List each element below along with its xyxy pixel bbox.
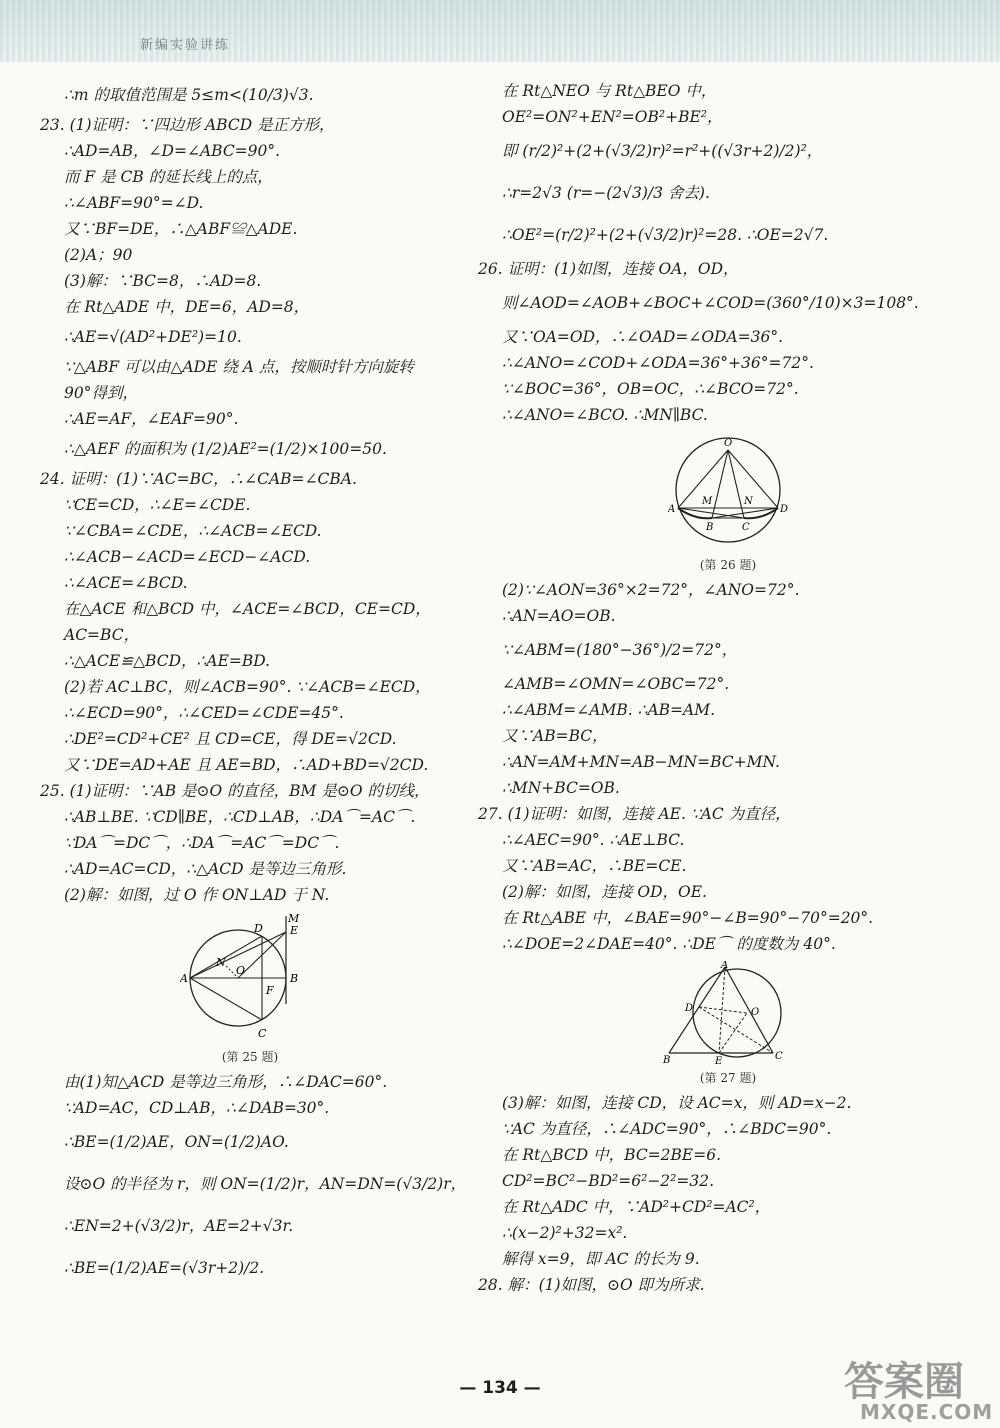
left_lines_2-line: 由(1)知△ACD 是等边三角形，∴∠DAC=60°. (64, 1073, 388, 1091)
left_lines-line: (2)解：如图，过 O 作 ON⊥AD 于 N. (64, 886, 330, 904)
left_lines-line: ∴AD=AC=CD，∴△ACD 是等边三角形. (64, 860, 347, 878)
left_lines_2-line: ∵AD=AC，CD⊥AB，∴∠DAB=30°. (64, 1099, 330, 1117)
label-c: C (742, 522, 750, 533)
right_lines_2-line: ∵∠ABM=(180°−36°)/2=72°， (502, 641, 738, 659)
left_lines-line: (2)若 AC⊥BC，则∠ACB=90°. ∵∠ACB=∠ECD， (64, 678, 431, 696)
left_lines_2-line: ∴EN=2+(√3/2)r，AE=2+√3r. (64, 1217, 294, 1235)
right_lines-line: ∴r=2√3 (r=−(2√3)/3 舍去). (502, 184, 710, 202)
figure-25-caption: (第 25 题) (221, 1050, 279, 1064)
left_lines-line: ∵DA⌒=DC⌒，∴DA⌒=AC⌒=DC⌒. (64, 834, 340, 852)
right_lines-line: OE²=ON²+EN²=OB²+BE²， (502, 108, 723, 126)
left_lines-line: 在△ACE 和△BCD 中，∠ACE=∠BCD，CE=CD， (64, 600, 431, 618)
watermark-url: MXQE.COM (860, 1400, 994, 1424)
right_lines_2-line: 又∵AB=BC， (502, 727, 608, 745)
label-e: E (290, 924, 299, 937)
right_lines-line: 在 Rt△NEO 与 Rt△BEO 中， (502, 82, 717, 100)
label-b: B (706, 522, 714, 533)
left_lines-line: ∴∠ECD=90°，∴∠CED=∠CDE=45°. (64, 704, 344, 722)
left_lines-line: ∵△ABF 可以由△ADE 绕 A 点，按顺时针方向旋转 (64, 358, 414, 376)
left_lines_2-line: ∴BE=(1/2)AE=(√3r+2)/2. (64, 1259, 265, 1277)
left_lines-line: ∴AE=√(AD²+DE²)=10. (64, 328, 242, 346)
right-text-block-2 (478, 577, 978, 957)
right_lines-line: 即 (r/2)²+(2+(√3/2)r)²=r²+((√3r+2)/2)²， (502, 142, 823, 160)
left_lines-line: 23. (1)证明：∵四边形 ABCD 是正方形， (40, 116, 335, 134)
label-b: B (663, 1055, 671, 1065)
left_lines-line: 又∵BF=DE，∴△ABF≌△ADE. (64, 220, 298, 238)
label-a: A (180, 972, 188, 985)
label-c: C (775, 1051, 783, 1062)
right_lines_2-line: ∠AMB=∠OMN=∠OBC=72°. (502, 675, 730, 693)
left_lines-line: ∴∠ACB−∠ACD=∠ECD−∠ACD. (64, 548, 311, 566)
right_lines_3-line: (3)解：如图，连接 CD，设 AC=x，则 AD=x−2. (502, 1094, 852, 1112)
left_lines-line: ∴m 的取值范围是 5≤m<(10/3)√3. (64, 86, 314, 104)
figure-26-caption: (第 26 题) (699, 558, 757, 572)
label-e: E (715, 1056, 723, 1065)
left_lines-line: ∵CE=CD，∴∠E=∠CDE. (64, 496, 251, 514)
label-a: A (668, 504, 676, 515)
left_lines-line: 又∵DE=AD+AE 且 AE=BD，∴AD+BD=√2CD. (64, 756, 429, 774)
left_lines-line: 而 F 是 CB 的延长线上的点， (64, 168, 273, 186)
right_lines-line: ∵∠BOC=36°，OB=OC，∴∠BCO=72°. (502, 380, 799, 398)
right_lines_2-line: 在 Rt△ABE 中，∠BAE=90°−∠B=90°−70°=20°. (502, 909, 874, 927)
right_lines_2-line: (2)解：如图，连接 OD，OE. (502, 883, 707, 901)
right_lines-line: ∴∠ANO=∠COD+∠ODA=36°+36°=72°. (502, 354, 814, 372)
label-m: M (288, 912, 300, 925)
left_lines-line: 90°得到， (64, 384, 138, 402)
left_lines-line: ∴AB⊥BE. ∵CD∥BE，∴CD⊥AB，∴DA⌒=AC⌒. (64, 808, 416, 826)
right-text-block-1 (478, 78, 978, 428)
label-a: A (721, 961, 729, 971)
left_lines-line: (3)解：∵BC=8，∴AD=8. (64, 272, 262, 290)
left_lines-line: ∴AD=AB，∠D=∠ABC=90°. (64, 142, 281, 160)
right_lines_3-line: 在 Rt△BCD 中，BC=2BE=6. (502, 1146, 722, 1164)
left_lines_2-line: 设⊙O 的半径为 r，则 ON=(1/2)r，AN=DN=(√3/2)r， (64, 1175, 467, 1193)
watermark-logo (840, 1355, 990, 1405)
left_lines_2-line: ∴BE=(1/2)AE，ON=(1/2)AO. (64, 1133, 289, 1151)
right-text-block-3 (478, 1090, 978, 1298)
watermark-logo-text: 答案圈 (844, 1359, 964, 1405)
left_lines-line: 25. (1)证明：∵AB 是⊙O 的直径，BM 是⊙O 的切线， (40, 782, 430, 800)
figure-26-diagram (668, 432, 788, 552)
right_lines-line: ∴OE²=(r/2)²+(2+(√3/2)r)²=28. ∴OE=2√7. (502, 226, 829, 244)
right_lines-line: ∴∠ANO=∠BCO. ∴MN∥BC. (502, 406, 708, 424)
label-b: B (290, 972, 299, 985)
left_lines-line: ∴∠ACE=∠BCD. (64, 574, 188, 592)
right_lines_3-line: ∴(x−2)²+32=x². (502, 1224, 628, 1242)
left_lines-line: (2)A；90 (64, 246, 133, 264)
right_lines_2-line: ∴MN+BC=OB. (502, 779, 620, 797)
right_lines_3-line: ∵AC 为直径，∴∠ADC=90°，∴∠BDC=90°. (502, 1120, 832, 1138)
label-d: D (780, 504, 788, 515)
right_lines_2-line: 27. (1)证明：如图，连接 AE. ∵AC 为直径， (478, 805, 791, 823)
figure-27-diagram (663, 961, 793, 1065)
right_lines_2-line: ∴AN=AO=OB. (502, 607, 616, 625)
right_lines_3-line: 28. 解：(1)如图，⊙O 即为所求. (478, 1276, 705, 1294)
right_lines_2-line: ∴AN=AM+MN=AB−MN=BC+MN. (502, 753, 780, 771)
right-column (478, 78, 978, 1298)
left_lines-line: ∴∠ABF=90°=∠D. (64, 194, 204, 212)
right_lines-line: 又∵OA=OD，∴∠OAD=∠ODA=36°. (502, 328, 784, 346)
right_lines_3-line: CD²=BC²−BD²=6²−2²=32. (502, 1172, 715, 1190)
label-o: O (751, 1007, 760, 1018)
left-text-block-1 (40, 78, 460, 908)
figure-27 (478, 961, 978, 1086)
left_lines-line: ∴△AEF 的面积为 (1/2)AE²=(1/2)×100=50. (64, 440, 387, 458)
left_lines-line: ∵∠CBA=∠CDE，∴∠ACB=∠ECD. (64, 522, 322, 540)
figure-25-diagram (180, 912, 320, 1044)
left_lines-line: ∴DE²=CD²+CE² 且 CD=CE，得 DE=√2CD. (64, 730, 397, 748)
right_lines-line: 则∠AOD=∠AOB+∠BOC+∠COD=(360°/10)×3=108°. (502, 294, 919, 312)
label-c: C (258, 1027, 267, 1040)
label-m: M (702, 496, 713, 507)
figure-27-caption: (第 27 题) (699, 1071, 757, 1085)
right_lines_3-line: 在 Rt△ADC 中，∵AD²+CD²=AC²， (502, 1198, 771, 1216)
right_lines_2-line: ∴∠DOE=2∠DAE=40°. ∴DE⌒ 的度数为 40°. (502, 935, 836, 953)
left_lines-line: 在 Rt△ADE 中，DE=6，AD=8， (64, 298, 310, 316)
page-number: — 134 — (459, 1378, 541, 1398)
left-column (40, 78, 467, 1289)
label-f: F (266, 984, 274, 997)
header-text: 新编实验讲练 (140, 38, 231, 53)
right_lines_2-line: 又∵AB=AC，∴BE=CE. (502, 857, 687, 875)
left_lines-line: ∴△ACE≌△BCD，∴AE=BD. (64, 652, 271, 670)
label-o: O (236, 964, 246, 977)
label-o: O (724, 438, 733, 449)
left_lines-line: 24. 证明：(1)∵AC=BC，∴∠CAB=∠CBA. (40, 470, 357, 488)
label-n: N (216, 956, 226, 969)
label-d: D (685, 1003, 694, 1014)
right_lines-line: 26. 证明：(1)如图，连接 OA，OD， (478, 260, 739, 278)
figure-25 (40, 912, 460, 1065)
label-n: N (744, 496, 753, 507)
left_lines-line: ∴AE=AF，∠EAF=90°. (64, 410, 239, 428)
figure-26 (478, 432, 978, 573)
right_lines_2-line: (2)∵∠AON=36°×2=72°，∠ANO=72°. (502, 581, 800, 599)
right_lines_2-line: ∴∠AEC=90°. ∴AE⊥BC. (502, 831, 685, 849)
label-d: D (254, 922, 263, 935)
left_lines-line: AC=BC， (64, 626, 140, 644)
right_lines_2-line: ∴∠ABM=∠AMB. ∴AB=AM. (502, 701, 716, 719)
right_lines_3-line: 解得 x=9，即 AC 的长为 9. (502, 1250, 700, 1268)
left-text-block-2 (40, 1069, 467, 1289)
